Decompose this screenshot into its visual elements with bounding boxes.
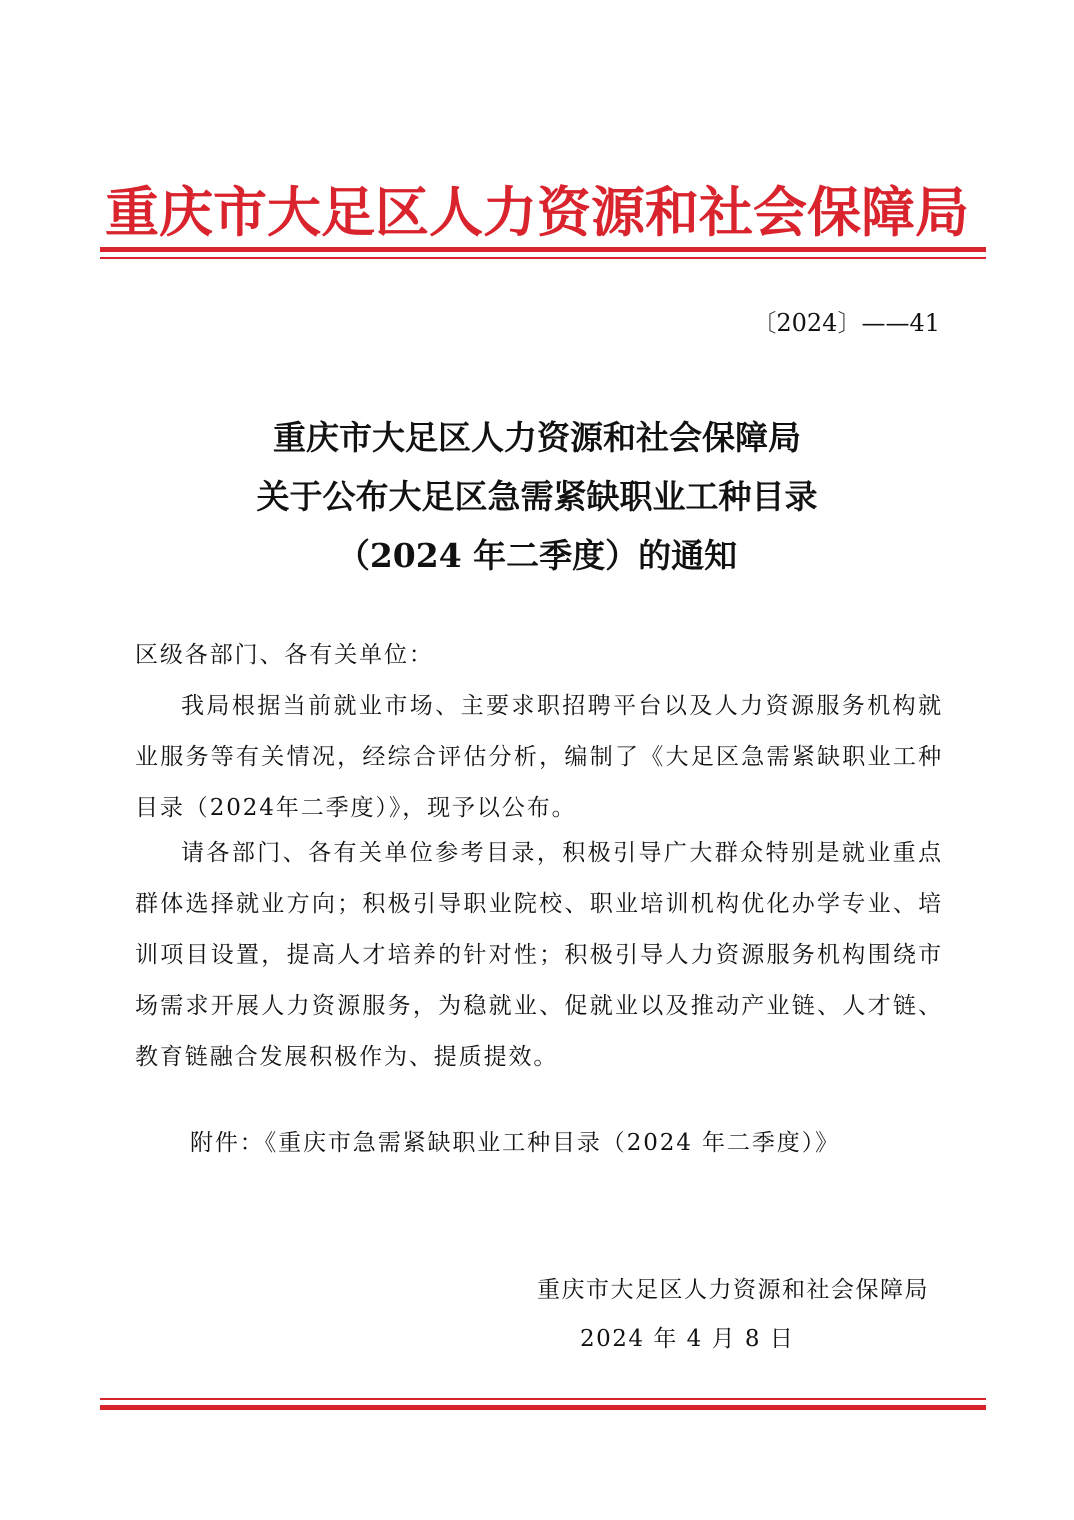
notice-title-line-3: （2024 年二季度）的通知 — [336, 536, 738, 575]
footer-red-rule-thick — [100, 1405, 986, 1410]
body-paragraph-2: 请各部门、各有关单位参考目录，积极引导广大群众特别是就业重点群体选择就业方向；积极引导职业院校、职业培训机构优化办学专业、培训项目设置，提高人才培养的针对性；积极引导人力资源服务机构围绕市场需求开展人力资源服务，为稳就业、促就业以及推动产业链、人才链、教育链融合发展积极作为、提质提效。 — [135, 840, 943, 1070]
signature-organization: 重庆市大足区人力资源和社会保障局 — [537, 1277, 929, 1303]
notice-title-line-2: 关于公布大足区急需紧缺职业工种目录 — [256, 477, 818, 516]
notice-title-line-1: 重庆市大足区人力资源和社会保障局 — [273, 418, 801, 457]
header-red-rule-thin — [100, 257, 986, 259]
notice-title — [0, 408, 1074, 585]
signature-date: 2024 年 4 月 8 日 — [580, 1326, 795, 1352]
salutation: 区级各部门、各有关单位： — [135, 642, 434, 668]
footer-red-rule-thin — [100, 1398, 986, 1400]
body-paragraph-1: 我局根据当前就业市场、主要求职招聘平台以及人力资源服务机构就业服务等有关情况，经综合评估分析，编制了《大足区急需紧缺职业工种目录（2024年二季度）》，现予以公布。 — [135, 693, 943, 821]
issuer-header-title: 重庆市大足区人力资源和社会保障局 — [105, 181, 969, 244]
header-red-rule-thick — [100, 247, 986, 252]
document-number: 〔2024〕——41 — [752, 309, 940, 337]
attachment-line: 附件：《重庆市急需紧缺职业工种目录（2024 年二季度）》 — [190, 1130, 840, 1156]
